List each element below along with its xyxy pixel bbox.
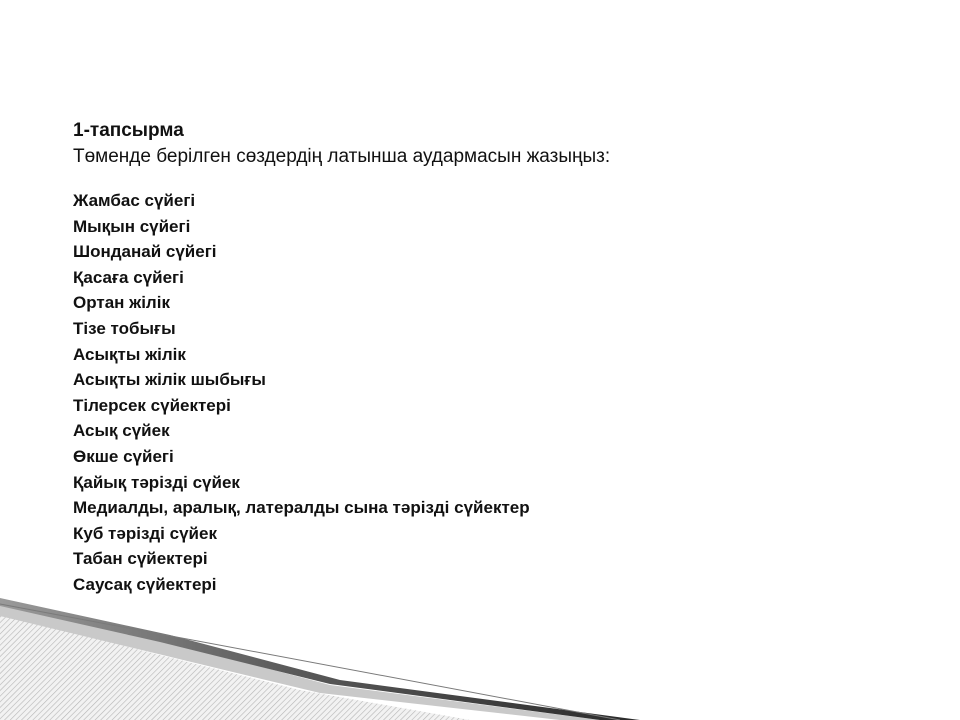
term-item: Қасаға сүйегі (73, 267, 184, 287)
task-instruction: Төменде берілген сөздердің латынша аудармасын жазыңыз: (73, 146, 611, 167)
term-item: Тілерсек сүйектері (73, 395, 231, 415)
term-item: Куб тәрізді сүйек (73, 523, 217, 543)
term-item: Жамбас сүйегі (73, 191, 196, 210)
term-list (73, 188, 893, 598)
term-item: Асық сүйек (73, 421, 170, 441)
term-item: Асықты жілік шыбығы (73, 370, 266, 390)
term-item: Ортан жілік (73, 293, 170, 313)
term-item: Қайық тәрізді сүйек (73, 472, 240, 492)
term-item: Асықты жілік (73, 344, 186, 364)
task-content (73, 118, 893, 598)
term-item: Мықын сүйегі (73, 216, 191, 236)
term-item: Тізе тобығы (73, 318, 176, 338)
term-item: Өкше сүйегі (73, 446, 174, 466)
term-item: Табан сүйектері (73, 549, 208, 569)
term-item: Саусақ сүйектері (73, 574, 217, 594)
task-title: 1-тапсырма (73, 120, 184, 141)
term-item: Шонданай сүйегі (73, 242, 217, 262)
term-item: Медиалды, аралық, латералды сына тәрізді сүйектер (73, 498, 530, 518)
